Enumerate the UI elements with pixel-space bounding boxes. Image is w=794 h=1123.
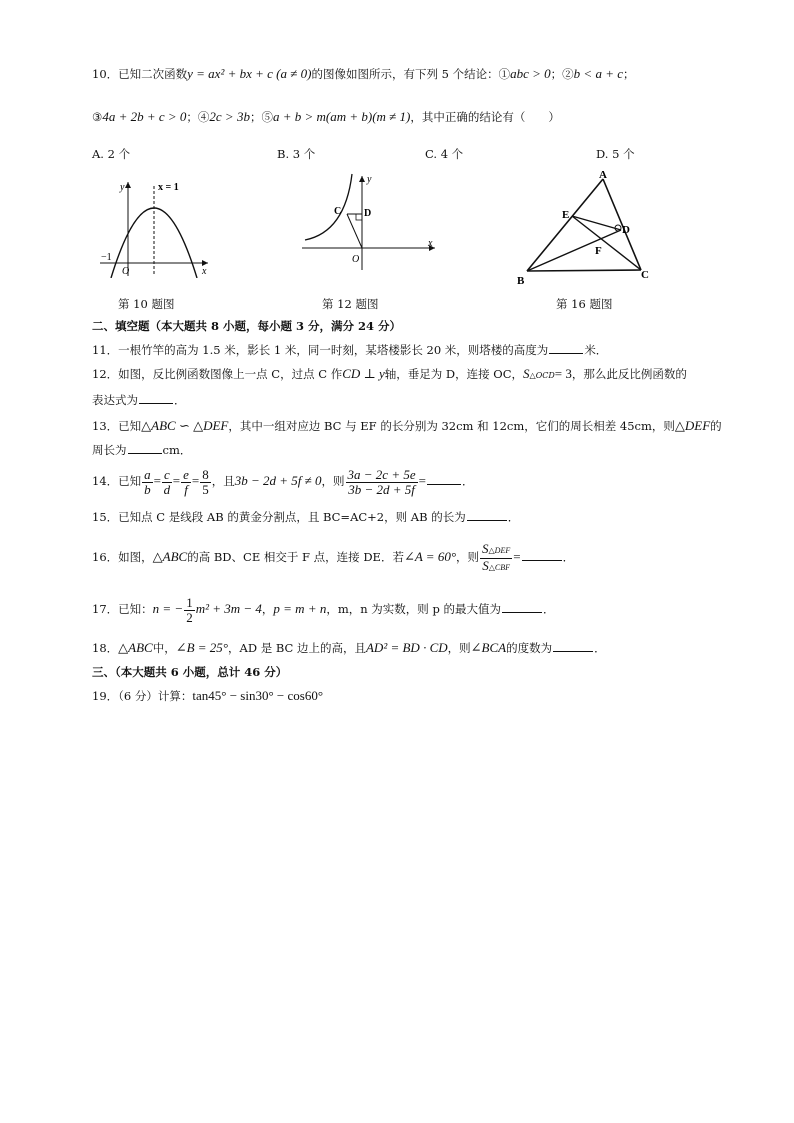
q10-line1: 10．已知二次函数y = ax² + bx + c (a ≠ 0)的图像如图所示，有下列 5 个结论：①abc > 0；②b < a + c；: [92, 66, 635, 81]
q11: 11．一根竹竿的高为 1.5 米，影长 1 米，同一时刻，某塔楼影长 20 米，则塔楼的高度为 米．: [92, 343, 608, 357]
q19: 19．（6 分）计算：tan45° − sin30° − cos60°: [92, 688, 324, 703]
q11-blank[interactable]: [549, 343, 583, 354]
section-3-heading: 三、（本大题共 6 小题，总计 46 分）: [92, 665, 288, 679]
q15: 15．已知点 C 是线段 AB 的黄金分割点，且 BC=AC+2，则 AB 的长为 ．: [92, 510, 520, 524]
q13-line2: 周长为 cm．: [92, 443, 192, 457]
fig10-caption: 第 10 题图: [118, 297, 175, 311]
fig12-point-c: C: [334, 206, 342, 217]
figure-12-hyperbola: [300, 172, 440, 272]
fig10-neg1: −1: [101, 252, 112, 263]
fig16-point-a: A: [599, 170, 607, 181]
fig12-x-label: x: [428, 238, 433, 249]
q17-blank[interactable]: [502, 602, 542, 613]
q16: 16．如图，△ABC的高 BD、CE 相交于 F 点，连接 DE．若∠A = 60°，则 $\frac{\text{S△DEF}}{\text{S△CBF}}$ = ．: [92, 540, 575, 573]
fig10-x-label: x: [202, 266, 207, 277]
fig12-origin: O: [352, 254, 360, 265]
fig16-caption: 第 16 题图: [556, 297, 613, 311]
section-2-heading: 二、填空题（本大题共 8 小题，每小题 3 分，满分 24 分）: [92, 319, 402, 333]
fig16-point-b: B: [517, 275, 525, 287]
q14-blank[interactable]: [427, 474, 461, 485]
figure-10-parabola: [98, 178, 213, 278]
fig12-y-label: y: [367, 174, 372, 185]
fig12-point-d: D: [364, 208, 372, 219]
q12-line2: 表达式为 ．: [92, 393, 186, 407]
q13-line1: 13．已知△ABC ∽ △DEF，其中一组对应边 BC 与 EF 的长分别为 32cm 和 12cm，它们的周长相差 45cm，则△DEF的: [92, 418, 722, 433]
fig16-point-e: E: [562, 209, 570, 221]
fig10-origin: O: [122, 266, 130, 277]
q16-blank[interactable]: [522, 550, 562, 561]
q18-blank[interactable]: [553, 641, 593, 652]
q12-line1: 12．如图，反比例函数图像上一点 C，过点 C 作CD ⊥ y轴，垂足为 D，连接 OC，S△OCD= 3，那么此反比例函数的: [92, 366, 687, 381]
q17: 17．已知：n = − $\frac{1}{2}$ m² + 3m − 4，p = m + n，m，n 为实数，则 p 的最大值为 ．: [92, 594, 555, 625]
q10-option-b[interactable]: B. 3 个: [277, 147, 316, 161]
fig16-point-c: C: [641, 269, 649, 281]
q10-line2: ③4a + 2b + c > 0；④2c > 3b；⑤a + b > m(am + b)(m ≠ 1)，其中正确的结论有（ ）: [92, 109, 560, 124]
q14: 14．已知 $\frac{a}{b}$ = $\frac{c}{d}$ = $\frac{e}{f}$ = $\frac{8}{5}$ ，且3b − 2d + 5f ≠ 0，则 $\frac{3a - 2c + 5e}{3b - 2d + 5f}$ = ．: [92, 466, 474, 497]
figure-16-triangle: [513, 170, 663, 288]
fig16-point-f: F: [595, 245, 602, 257]
q15-blank[interactable]: [467, 510, 507, 521]
q10-option-a[interactable]: A. 2 个: [92, 147, 131, 161]
fig10-axis-label: x = 1: [158, 182, 179, 193]
fig12-caption: 第 12 题图: [322, 297, 379, 311]
q10-option-d[interactable]: D. 5 个: [596, 147, 635, 161]
q12-blank[interactable]: [139, 393, 173, 404]
q10-option-c[interactable]: C. 4 个: [425, 147, 464, 161]
q18: 18．△ABC中，∠B = 25°，AD 是 BC 边上的高，且AD² = BD · CD，则∠BCA的度数为 ．: [92, 640, 606, 655]
q13-blank[interactable]: [128, 443, 162, 454]
fig10-y-label: y: [120, 182, 125, 193]
fig16-point-d: D: [622, 224, 630, 236]
